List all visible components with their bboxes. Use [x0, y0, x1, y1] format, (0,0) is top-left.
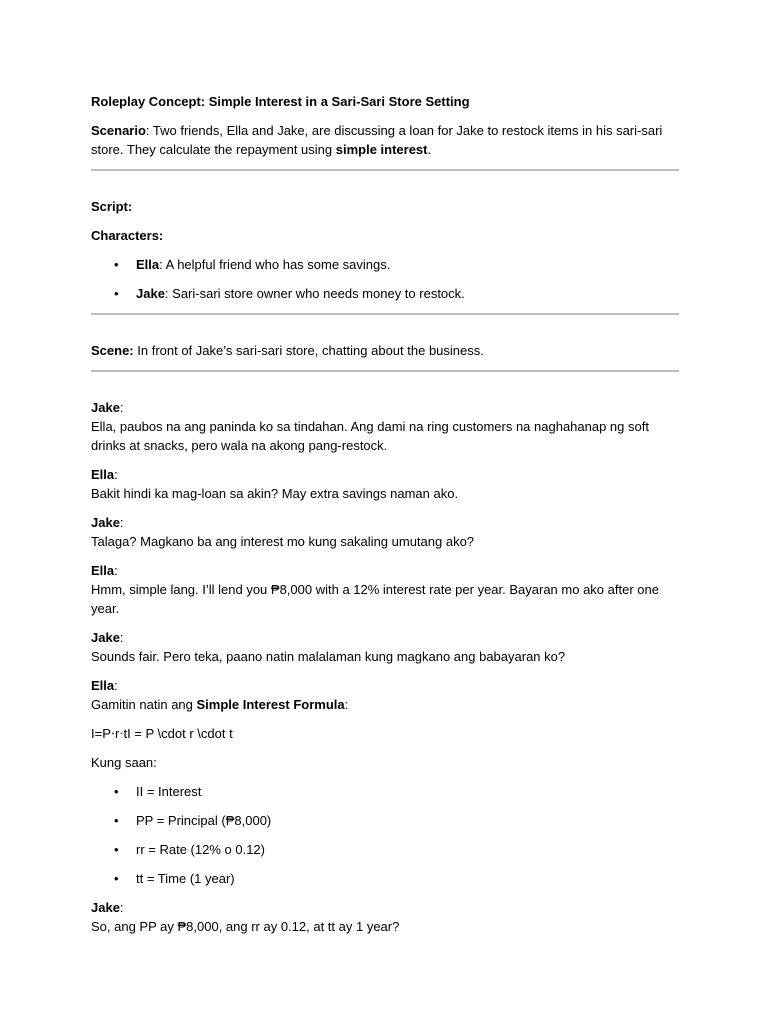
document-page	[91, 92, 679, 946]
dialogue-item	[91, 398, 679, 455]
variable-text: tt = Time (1 year)	[136, 871, 235, 886]
speaker-colon: :	[119, 630, 124, 645]
speaker-name: Jake	[91, 400, 120, 415]
list-item	[91, 255, 679, 274]
bullet-icon: •	[114, 784, 119, 799]
scenario-paragraph	[91, 121, 679, 159]
speaker-name: Ella	[91, 563, 115, 578]
divider-1	[91, 169, 679, 171]
scene-text: In front of Jake’s sari-sari store, chatting about the business.	[133, 343, 484, 358]
speaker-colon: :	[119, 515, 124, 530]
formula-text: I=P⋅r⋅tI = P \cdot r \cdot t	[91, 726, 233, 741]
speaker-colon: :	[119, 900, 124, 915]
list-item	[91, 840, 679, 859]
speaker-colon: :	[114, 678, 118, 693]
scene-label: Scene:	[91, 343, 134, 358]
bullet-icon: •	[114, 871, 119, 886]
speaker-name: Jake	[91, 900, 120, 915]
dialogue	[91, 398, 679, 936]
formula-intro-end: :	[344, 697, 349, 712]
variable-text: II = Interest	[136, 784, 202, 799]
dialogue-item	[91, 628, 679, 666]
dialogue-line: Bakit hindi ka mag-loan sa akin? May extra savings naman ako.	[91, 486, 459, 501]
variables-list	[91, 782, 679, 888]
dialogue-line: Sounds fair. Pero teka, paano natin malalaman kung magkano ang babayaran ko?	[91, 649, 566, 664]
document-title: Roleplay Concept: Simple Interest in a Sari-Sari Store Setting	[91, 94, 470, 109]
divider-3	[91, 370, 679, 372]
list-item	[91, 284, 679, 303]
character-name: Ella	[136, 257, 160, 272]
formula-intro: Gamitin natin ang	[91, 697, 197, 712]
dialogue-item	[91, 561, 679, 618]
character-desc: : Sari-sari store owner who needs money to restock.	[164, 286, 465, 301]
speaker-name: Ella	[91, 678, 115, 693]
variable-text: PP = Principal (₱8,000)	[136, 813, 272, 828]
speaker-colon: :	[114, 467, 118, 482]
bullet-icon: •	[114, 257, 119, 272]
speaker-name: Jake	[91, 630, 120, 645]
scenario-emphasis: simple interest	[335, 142, 428, 157]
speaker-colon: :	[114, 563, 118, 578]
bullet-icon: •	[114, 286, 119, 301]
dialogue-item	[91, 676, 679, 714]
dialogue-line: Talaga? Magkano ba ang interest mo kung sakaling umutang ako?	[91, 534, 475, 549]
dialogue-line: Hmm, simple lang. I’ll lend you ₱8,000 with a 12% interest rate per year. Bayaran mo ako after one year.	[91, 582, 659, 616]
characters-label: Characters:	[91, 228, 164, 243]
scenario-text: : Two friends, Ella and Jake, are discussing a loan for Jake to restock items in his sari-sari store. They calculate the repayment using	[91, 123, 663, 157]
bullet-icon: •	[114, 813, 119, 828]
scenario-label: Scenario	[91, 123, 146, 138]
speaker-name: Jake	[91, 515, 120, 530]
dialogue-item	[91, 513, 679, 551]
dialogue-item	[91, 898, 679, 936]
scenario-end: .	[427, 142, 432, 157]
speaker-name: Ella	[91, 467, 115, 482]
character-desc: : A helpful friend who has some savings.	[159, 257, 391, 272]
list-item	[91, 869, 679, 888]
speaker-colon: :	[119, 400, 124, 415]
script-label: Script:	[91, 199, 133, 214]
variable-text: rr = Rate (12% o 0.12)	[136, 842, 265, 857]
list-item	[91, 782, 679, 801]
list-item	[91, 811, 679, 830]
bullet-icon: •	[114, 842, 119, 857]
divider-2	[91, 313, 679, 315]
scene-paragraph	[91, 341, 679, 360]
dialogue-line: Ella, paubos na ang paninda ko sa tindahan. Ang dami na ring customers na naghahanap ng soft drinks at snacks, pero wala na akong pang-restock.	[91, 419, 649, 453]
character-name: Jake	[136, 286, 165, 301]
where-label: Kung saan:	[91, 755, 157, 770]
characters-list	[91, 255, 679, 303]
dialogue-line: So, ang PP ay ₱8,000, ang rr ay 0.12, at tt ay 1 year?	[91, 919, 400, 934]
formula-name: Simple Interest Formula	[196, 697, 345, 712]
dialogue-item	[91, 465, 679, 503]
